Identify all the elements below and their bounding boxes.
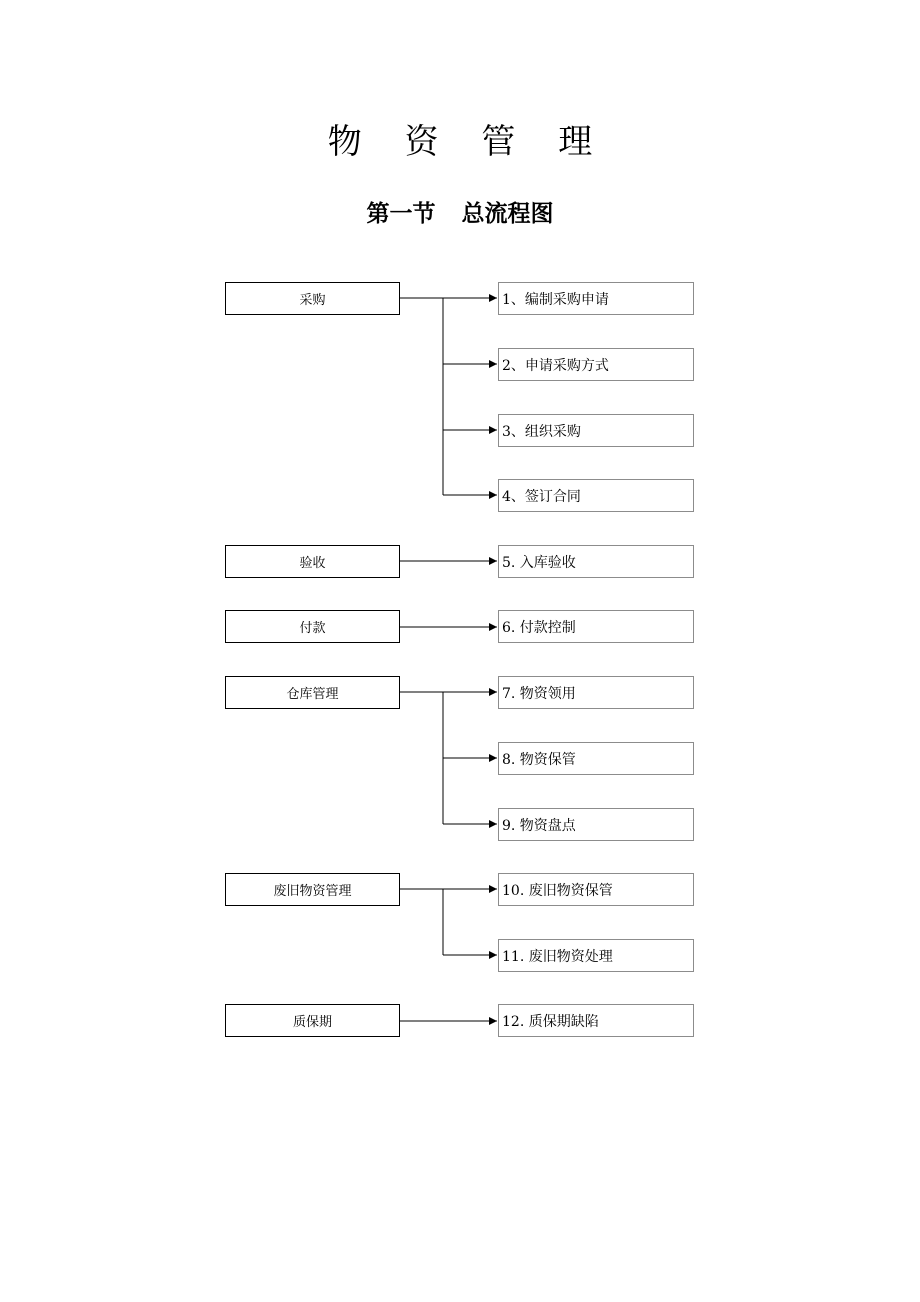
category-purchase: 采购 (225, 282, 400, 315)
step-7: 7. 物资领用 (498, 676, 694, 709)
step-12: 12. 质保期缺陷 (498, 1004, 694, 1037)
step-1: 1、编制采购申请 (498, 282, 694, 315)
category-payment: 付款 (225, 610, 400, 643)
step-2: 2、申请采购方式 (498, 348, 694, 381)
step-5: 5. 入库验收 (498, 545, 694, 578)
page-title: 物 资 管 理 (327, 122, 609, 162)
step-4: 4、签订合同 (498, 479, 694, 512)
category-scrap-materials: 废旧物资管理 (225, 873, 400, 906)
section-number: 第一节 (366, 201, 436, 227)
section-name: 总流程图 (461, 201, 554, 227)
category-warranty: 质保期 (225, 1004, 400, 1037)
step-11: 11. 废旧物资处理 (498, 939, 694, 972)
step-10: 10. 废旧物资保管 (498, 873, 694, 906)
category-warehouse: 仓库管理 (225, 676, 400, 709)
category-acceptance: 验收 (225, 545, 400, 578)
step-3: 3、组织采购 (498, 414, 694, 447)
step-9: 9. 物资盘点 (498, 808, 694, 841)
step-8: 8. 物资保管 (498, 742, 694, 775)
step-6: 6. 付款控制 (498, 610, 694, 643)
